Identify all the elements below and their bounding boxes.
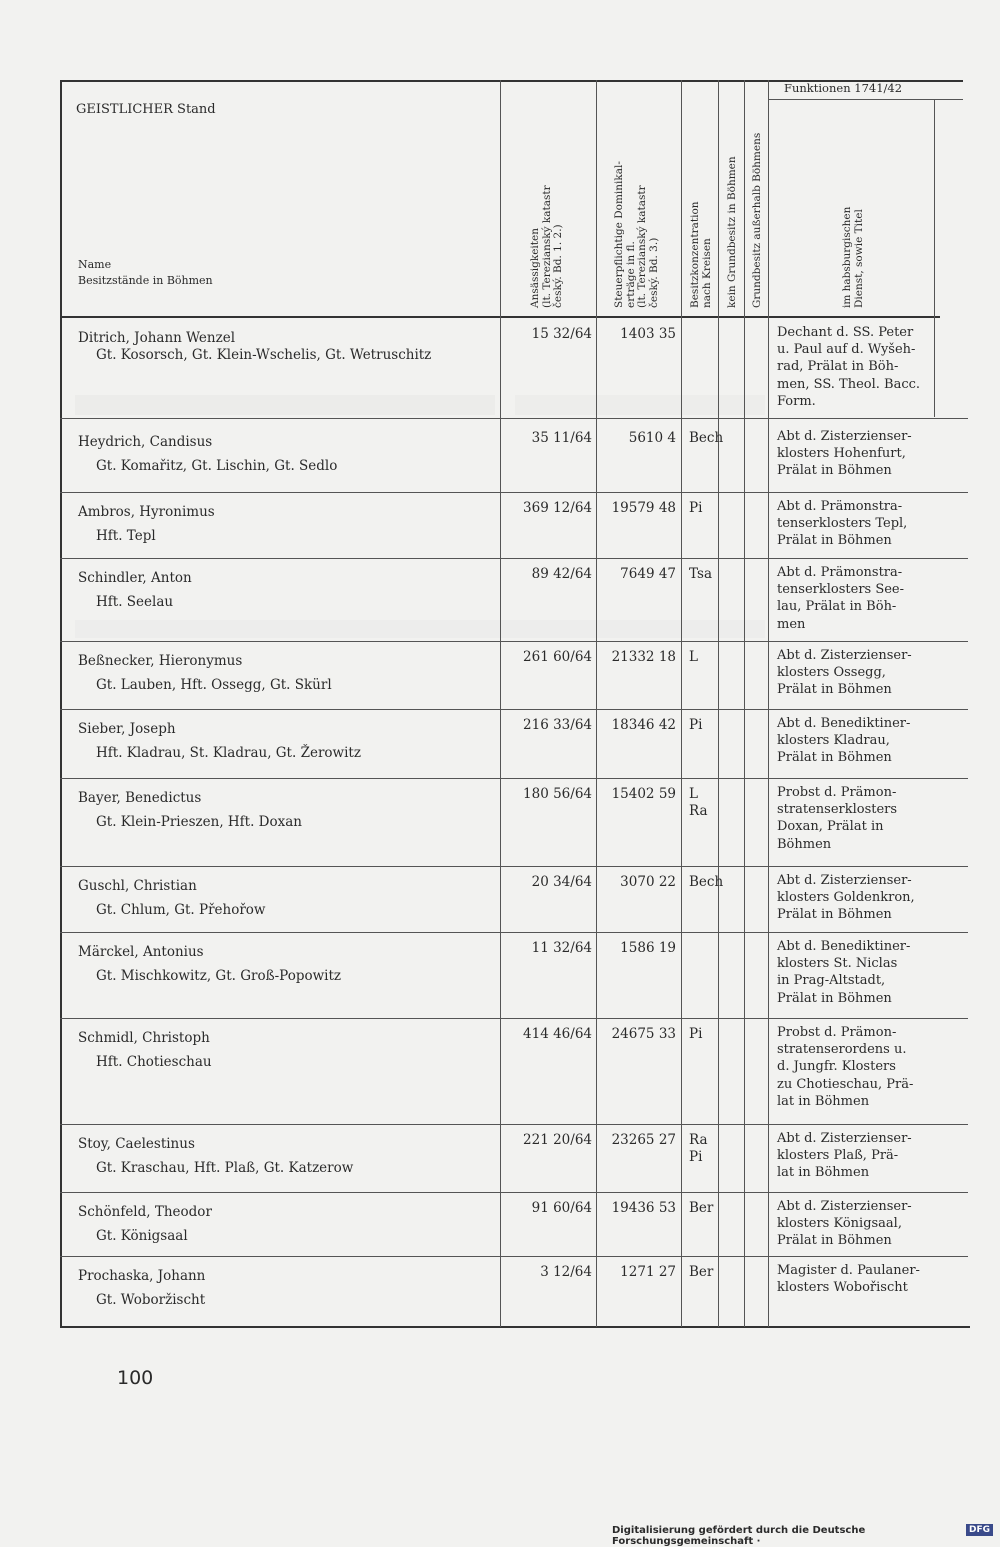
steuer-value: 1403 35 — [620, 326, 676, 342]
funktion-line: klosters Königsaal, — [777, 1216, 902, 1232]
funktion-line: Probst d. Prämon- — [777, 785, 897, 800]
col-rule-kein — [718, 80, 719, 1327]
row-divider — [60, 1018, 968, 1019]
show-through-mark — [75, 395, 495, 415]
funktion-line: klosters St. Niclas — [777, 956, 898, 972]
funktion-line: lau, Prälat in Böh- — [777, 599, 897, 615]
person-name: Schindler, Anton — [78, 570, 192, 586]
property-list: Gt. Königsaal — [96, 1228, 188, 1244]
funktion-line: Magister d. Paulaner- — [777, 1263, 920, 1278]
person-name: Bayer, Benedictus — [78, 790, 202, 806]
kreis-code: Pi — [689, 717, 703, 733]
property-list: Gt. Lauben, Hft. Ossegg, Gt. Skürl — [96, 677, 332, 693]
funktion-line: Doxan, Prälat in — [777, 819, 884, 835]
funktion-line: men, SS. Theol. Bacc. — [777, 376, 921, 392]
ansaessigkeiten-value: 414 46/64 — [523, 1026, 592, 1042]
person-name: Guschl, Christian — [78, 878, 197, 894]
funktion-line: Prälat in Böhmen — [777, 1233, 892, 1249]
funktion-line: Abt d. Zisterzienser- — [777, 873, 912, 888]
property-list: Gt. Komařitz, Gt. Lischin, Gt. Sedlo — [96, 458, 338, 474]
person-name: Märckel, Antonius — [78, 944, 204, 960]
property-list: Gt. Mischkowitz, Gt. Groß-Popowitz — [96, 968, 341, 984]
kreis-code: Pi — [689, 1149, 703, 1165]
ansaessigkeiten-value: 89 42/64 — [531, 566, 592, 582]
ansaessigkeiten-value: 369 12/64 — [523, 500, 592, 516]
header-ausserhalb: Grundbesitz außerhalb Böhmens — [751, 132, 763, 308]
kreis-code: Tsa — [689, 566, 712, 582]
steuer-value: 15402 59 — [611, 786, 676, 802]
funktion-line: Abt d. Zisterzienser- — [777, 1131, 912, 1146]
property-list: Gt. Kraschau, Hft. Plaß, Gt. Katzerow — [96, 1160, 354, 1176]
header-dienst: im habsburgischen Dienst, sowie Titel — [841, 206, 865, 308]
row-divider — [60, 492, 968, 493]
funktion-line: Abt d. Zisterzienser- — [777, 1199, 912, 1214]
kreis-code: Ber — [689, 1200, 714, 1216]
ansaessigkeiten-value: 91 60/64 — [531, 1200, 592, 1216]
row-divider — [60, 932, 968, 933]
col-rule-funktion — [768, 80, 769, 1327]
funktion-line: rad, Prälat in Böh- — [777, 359, 899, 375]
person-name: Ambros, Hyronimus — [78, 504, 215, 520]
header-kein-grundbesitz: kein Grundbesitz in Böhmen — [726, 156, 738, 308]
funktion-line: Prälat in Böhmen — [777, 990, 892, 1006]
row-divider — [60, 418, 968, 419]
ansaessigkeiten-value: 261 60/64 — [523, 649, 592, 665]
besitz-label: Besitzstände in Böhmen — [78, 274, 213, 287]
funktion-line: Abt d. Benediktiner- — [777, 939, 911, 954]
ansaessigkeiten-value: 11 32/64 — [531, 940, 592, 956]
funktion-line: lat in Böhmen — [777, 1165, 870, 1181]
stand-heading: GEISTLICHER Stand — [76, 102, 216, 117]
funktion-line: Probst d. Prämon- — [777, 1025, 897, 1040]
funktion-line: klosters Goldenkron, — [777, 890, 915, 906]
person-name: Beßnecker, Hieronymus — [78, 653, 243, 669]
kreis-code: L — [689, 649, 698, 665]
property-list: Hft. Chotieschau — [96, 1054, 212, 1070]
funktion-line: men — [777, 616, 806, 632]
steuer-value: 3070 22 — [620, 874, 676, 890]
table-bottom-border — [60, 1326, 970, 1328]
col-rule-right — [934, 99, 935, 417]
ansaessigkeiten-value: 3 12/64 — [540, 1264, 592, 1280]
funktion-line: klosters Wobořischt — [777, 1280, 908, 1296]
ansaessigkeiten-value: 15 32/64 — [531, 326, 592, 342]
show-through-mark — [75, 620, 765, 638]
funktion-line: klosters Hohenfurt, — [777, 446, 906, 462]
steuer-value: 18346 42 — [611, 717, 676, 733]
steuer-value: 1271 27 — [620, 1264, 676, 1280]
property-list: Gt. Chlum, Gt. Přehořow — [96, 902, 266, 918]
funktion-line: Prälat in Böhmen — [777, 533, 892, 549]
funktion-line: tenserklosters Tepl, — [777, 516, 908, 532]
row-divider — [60, 558, 968, 559]
funktion-line: Dechant d. SS. Peter — [777, 325, 914, 340]
kreis-code: Bech — [689, 874, 724, 890]
steuer-value: 5610 4 — [628, 430, 676, 446]
row-divider — [60, 1192, 968, 1193]
person-name: Heydrich, Candisus — [78, 434, 213, 450]
footer-credit: Digitalisierung gefördert durch die Deutsche Forschungsgemeinschaft · — [612, 1525, 866, 1547]
header-ansaessigkeiten: Ansässigkeiten (lt. Terezianský katastr český. Bd. 1. 2.) — [529, 185, 564, 308]
funktion-line: Prälat in Böhmen — [777, 907, 892, 923]
steuer-value: 19436 53 — [611, 1200, 676, 1216]
funktion-line: Böhmen — [777, 836, 832, 852]
row-divider — [60, 1124, 968, 1125]
person-name: Sieber, Joseph — [78, 721, 176, 737]
steuer-value: 7649 47 — [620, 566, 676, 582]
steuer-value: 21332 18 — [611, 649, 676, 665]
funktion-line: lat in Böhmen — [777, 1093, 870, 1109]
show-through-mark — [515, 395, 765, 415]
funktion-line: in Prag-Altstadt, — [777, 973, 886, 989]
funktion-line: tenserklosters See- — [777, 582, 905, 598]
header-steuer: Steuerpflichtige Dominikal- erträge in fl. (lt. Terezianský katastr český. Bd. 3.) — [613, 161, 660, 308]
row-divider — [60, 641, 968, 642]
funktion-line: klosters Ossegg, — [777, 665, 886, 681]
steuer-value: 19579 48 — [611, 500, 676, 516]
funktion-line: stratenserklosters — [777, 802, 898, 818]
funktion-line: Abt d. Zisterzienser- — [777, 429, 912, 444]
ansaessigkeiten-value: 216 33/64 — [523, 717, 592, 733]
person-name: Ditrich, Johann Wenzel — [78, 330, 236, 346]
person-name: Schmidl, Christoph — [78, 1030, 210, 1046]
funktion-line: Form. — [777, 393, 816, 409]
kreis-code: Ra — [689, 1132, 708, 1148]
funktion-line: Prälat in Böhmen — [777, 682, 892, 698]
funktion-line: Prälat in Böhmen — [777, 463, 892, 479]
steuer-value: 24675 33 — [611, 1026, 676, 1042]
person-name: Prochaska, Johann — [78, 1268, 206, 1284]
ansaessigkeiten-value: 20 34/64 — [531, 874, 592, 890]
person-name: Schönfeld, Theodor — [78, 1204, 212, 1220]
row-divider — [60, 1256, 968, 1257]
ansaessigkeiten-value: 180 56/64 — [523, 786, 592, 802]
funktion-line: Abt d. Zisterzienser- — [777, 648, 912, 663]
row-divider — [60, 709, 968, 710]
kreis-code: Bech — [689, 430, 724, 446]
kreis-code: Ber — [689, 1264, 714, 1280]
property-list: Hft. Tepl — [96, 528, 156, 544]
dfg-logo: DFG — [966, 1524, 993, 1536]
person-name: Stoy, Caelestinus — [78, 1136, 195, 1152]
ansaessigkeiten-value: 221 20/64 — [523, 1132, 592, 1148]
page-number: 100 — [117, 1367, 154, 1389]
col-rule-ausser — [744, 80, 745, 1327]
ansaessigkeiten-value: 35 11/64 — [531, 430, 592, 446]
col-rule-kreis — [681, 80, 682, 1327]
funktion-line: stratenserordens u. — [777, 1042, 907, 1058]
funktion-line: Abt d. Benediktiner- — [777, 716, 911, 731]
funktion-line: zu Chotieschau, Prä- — [777, 1076, 914, 1092]
header-besitzkonzentration: Besitzkonzentration nach Kreisen — [689, 201, 713, 308]
kreis-code: Ra — [689, 803, 708, 819]
property-list: Hft. Kladrau, St. Kladrau, Gt. Žerowitz — [96, 745, 361, 761]
funktion-line: Abt d. Prämonstra- — [777, 499, 903, 514]
funktion-line: Abt d. Prämonstra- — [777, 565, 903, 580]
steuer-value: 1586 19 — [620, 940, 676, 956]
kreis-code: L — [689, 786, 698, 802]
table-left-border — [60, 80, 62, 1328]
row-divider — [60, 778, 968, 779]
property-list: Gt. Woboržischt — [96, 1292, 206, 1308]
kreis-code: Pi — [689, 500, 703, 516]
funktion-line: d. Jungfr. Klosters — [777, 1059, 896, 1075]
kreis-code: Pi — [689, 1026, 703, 1042]
funktionen-heading: Funktionen 1741/42 — [784, 81, 903, 95]
property-list: Gt. Kosorsch, Gt. Klein-Wschelis, Gt. Wetruschitz — [96, 347, 432, 363]
funktion-line: klosters Plaß, Prä- — [777, 1148, 899, 1164]
funktion-line: Prälat in Böhmen — [777, 750, 892, 766]
steuer-value: 23265 27 — [611, 1132, 676, 1148]
funktion-line: u. Paul auf d. Wyšeh- — [777, 342, 916, 358]
name-label: Name — [78, 258, 112, 271]
property-list: Gt. Klein-Prieszen, Hft. Doxan — [96, 814, 302, 830]
row-divider — [60, 866, 968, 867]
funktion-line: klosters Kladrau, — [777, 733, 890, 749]
property-list: Hft. Seelau — [96, 594, 174, 610]
